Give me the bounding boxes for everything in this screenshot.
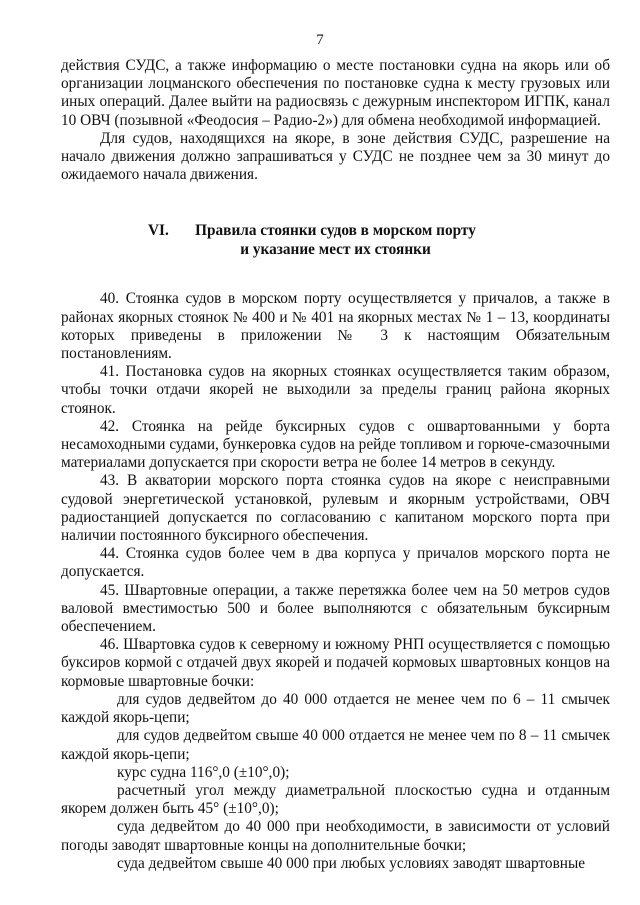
subclause: суда дедвейтом до 40 000 при необходимости, в зависимости от условий погоды заводят швартовные концы на дополнительные бочки;	[61, 818, 610, 854]
clause-41: 41. Постановка судов на якорных стоянках осуществляется таким образом, чтобы точки отдачи якорей не выходили за пределы границ района якорных стоянок.	[61, 363, 610, 417]
clause-45: 45. Швартовные операции, а также перетяжка более чем на 50 метров судов валовой вместимостью 500 и более выполняются с обязательным буксирным обеспечением.	[61, 581, 610, 636]
paragraph: Для судов, находящихся на якоре, в зоне действия СУДС, разрешение на начало движения должно запрашиваться у СУДС не позднее чем за 30 минут до ожидаемого начала движения.	[61, 129, 610, 184]
clause-46: 46. Швартовка судов к северному и южному РНП осуществляется с помощью буксиров кормой с отдачей двух якорей и подачей кормовых швартовных концов на кормовые швартовные бочки:	[61, 636, 610, 690]
clause-42: 42. Стоянка на рейде буксирных судов с ошвартованными у борта несамоходными судами, бункеровка судов на рейде топливом и горюче-смазочными материалами допускается при скорости ветра не более 14 метров в секунду.	[61, 417, 610, 472]
section-heading	[61, 222, 610, 259]
subclause: расчетный угол между диаметральной плоскостью судна и отданным якорем должен быть 45° (±10°,0);	[61, 781, 610, 818]
clause-43: 43. В акватории морского порта стоянка судов на якоре с неисправными судовой энергетической установкой, рулевым и якорным устройствами, ОВЧ радиостанцией допускается по согласованию с капитаном морского порта при наличии постоянного буксирного обеспечения.	[61, 472, 610, 545]
subclause: суда дедвейтом свыше 40 000 при любых условиях заводят швартовные	[117, 854, 586, 872]
section-title-line: и указание мест их стоянки	[240, 240, 431, 258]
subclause: курс судна 116°,0 (±10°,0);	[117, 763, 290, 781]
paragraph: действия СУДС, а также информацию о месте постановки судна на якорь или об организации лоцманского обеспечения по постановке судна к месту грузовых или иных операций. Далее выйти на радиосвязь с дежурным инспектором ИГПК, канал 10 ОВЧ (позывной «Феодосия – Радио-2») для обмена необходимой информацией.	[61, 57, 610, 129]
section-title-line: Правила стоянки судов в морском порту	[195, 222, 476, 240]
subclause: для судов дедвейтом до 40 000 отдается не менее чем по 6 – 11 смычек каждой якорь-цепи;	[61, 690, 610, 727]
clause-44: 44. Стоянка судов более чем в два корпуса у причалов морского порта не допускается.	[61, 545, 610, 581]
page-number: 7	[316, 32, 324, 48]
document-body	[61, 57, 610, 873]
subclause: для судов дедвейтом свыше 40 000 отдается не менее чем по 8 – 11 смычек каждой якорь-цепи;	[61, 727, 610, 763]
section-number: VI.	[148, 222, 169, 240]
clause-40: 40. Стоянка судов в морском порту осуществляется у причалов, а также в районах якорных стоянок № 400 и № 401 на якорных местах № 1 – 13, координаты которых приведены в приложении № 3 к настоящим Обязательным постановлениям.	[61, 290, 610, 363]
